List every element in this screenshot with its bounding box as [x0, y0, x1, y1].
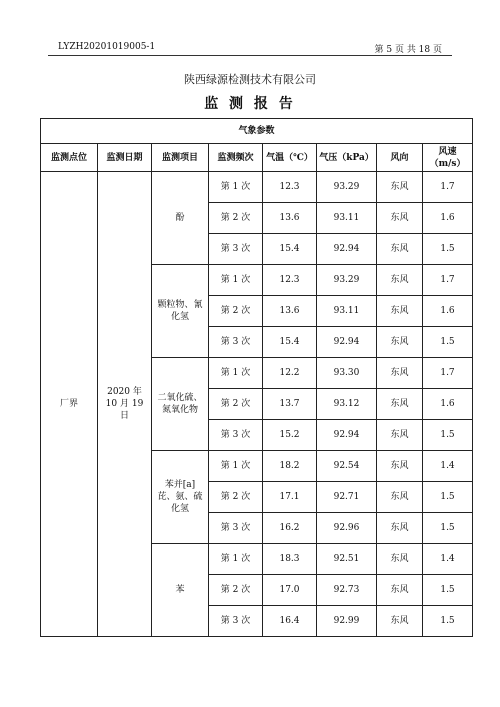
- frequency-cell: 第 2 次: [209, 296, 263, 327]
- report-number: LYZH20201019005-1: [58, 42, 156, 52]
- temperature-cell: 16.2: [263, 513, 317, 544]
- pressure-cell: 92.94: [317, 327, 377, 358]
- wind-speed-cell: 1.6: [423, 203, 473, 234]
- wind-speed-cell: 1.4: [423, 544, 473, 575]
- frequency-cell: 第 2 次: [209, 389, 263, 420]
- wind-direction-cell: 东风: [377, 172, 423, 203]
- column-header: 监测项目: [152, 144, 209, 172]
- wind-speed-cell: 1.5: [423, 327, 473, 358]
- wind-direction-cell: 东风: [377, 513, 423, 544]
- wind-speed-cell: 1.5: [423, 420, 473, 451]
- pressure-cell: 92.94: [317, 420, 377, 451]
- frequency-cell: 第 1 次: [209, 358, 263, 389]
- wind-direction-cell: 东风: [377, 544, 423, 575]
- temperature-cell: 17.0: [263, 575, 317, 606]
- wind-direction-cell: 东风: [377, 482, 423, 513]
- wind-speed-cell: 1.4: [423, 451, 473, 482]
- pressure-cell: 93.11: [317, 296, 377, 327]
- frequency-cell: 第 1 次: [209, 451, 263, 482]
- wind-speed-cell: 1.7: [423, 172, 473, 203]
- frequency-cell: 第 1 次: [209, 544, 263, 575]
- wind-direction-cell: 东风: [377, 327, 423, 358]
- column-header: 风速（m/s）: [423, 144, 473, 172]
- frequency-cell: 第 3 次: [209, 234, 263, 265]
- frequency-cell: 第 3 次: [209, 420, 263, 451]
- pressure-cell: 92.99: [317, 606, 377, 637]
- temperature-cell: 13.7: [263, 389, 317, 420]
- pressure-cell: 92.71: [317, 482, 377, 513]
- temperature-cell: 13.6: [263, 203, 317, 234]
- wind-speed-cell: 1.5: [423, 513, 473, 544]
- temperature-cell: 15.4: [263, 234, 317, 265]
- temperature-cell: 16.4: [263, 606, 317, 637]
- frequency-cell: 第 2 次: [209, 203, 263, 234]
- temperature-cell: 15.4: [263, 327, 317, 358]
- wind-speed-cell: 1.7: [423, 358, 473, 389]
- item-cell: 酚: [152, 172, 209, 265]
- frequency-cell: 第 2 次: [209, 482, 263, 513]
- item-cell: 二氧化硫、氮氧化物: [152, 358, 209, 451]
- pressure-cell: 92.96: [317, 513, 377, 544]
- temperature-cell: 18.3: [263, 544, 317, 575]
- pressure-cell: 92.54: [317, 451, 377, 482]
- wind-direction-cell: 东风: [377, 389, 423, 420]
- column-header: 监测频次: [209, 144, 263, 172]
- frequency-cell: 第 1 次: [209, 172, 263, 203]
- frequency-cell: 第 1 次: [209, 265, 263, 296]
- wind-direction-cell: 东风: [377, 606, 423, 637]
- temperature-cell: 13.6: [263, 296, 317, 327]
- wind-direction-cell: 东风: [377, 575, 423, 606]
- wind-speed-cell: 1.5: [423, 482, 473, 513]
- weather-parameters-table: [40, 118, 473, 637]
- wind-direction-cell: 东风: [377, 265, 423, 296]
- temperature-cell: 18.2: [263, 451, 317, 482]
- table-row: [41, 172, 473, 203]
- wind-direction-cell: 东风: [377, 451, 423, 482]
- pressure-cell: 92.73: [317, 575, 377, 606]
- pressure-cell: 92.94: [317, 234, 377, 265]
- date-cell: 2020 年 10 月 19 日: [98, 172, 152, 637]
- item-cell: 苯: [152, 544, 209, 637]
- column-header: 监测日期: [98, 144, 152, 172]
- frequency-cell: 第 3 次: [209, 327, 263, 358]
- page-indicator: 第 5 页 共 18 页: [374, 45, 442, 55]
- temperature-cell: 12.3: [263, 172, 317, 203]
- wind-speed-cell: 1.6: [423, 389, 473, 420]
- temperature-cell: 12.3: [263, 265, 317, 296]
- column-header: 风向: [377, 144, 423, 172]
- section-title: 气象参数: [41, 119, 473, 144]
- item-cell: 颗粒物、氰化氢: [152, 265, 209, 358]
- wind-direction-cell: 东风: [377, 420, 423, 451]
- column-header: 监测点位: [41, 144, 98, 172]
- frequency-cell: 第 2 次: [209, 575, 263, 606]
- pressure-cell: 92.51: [317, 544, 377, 575]
- temperature-cell: 17.1: [263, 482, 317, 513]
- header-divider: [48, 55, 452, 56]
- company-name: 陕西绿源检测技术有限公司: [184, 73, 316, 86]
- page-title: 监 测 报 告: [204, 96, 296, 112]
- temperature-cell: 15.2: [263, 420, 317, 451]
- pressure-cell: 93.11: [317, 203, 377, 234]
- wind-speed-cell: 1.6: [423, 296, 473, 327]
- column-header-row: [41, 144, 473, 172]
- wind-direction-cell: 东风: [377, 203, 423, 234]
- frequency-cell: 第 3 次: [209, 513, 263, 544]
- location-cell: 厂界: [41, 172, 98, 637]
- pressure-cell: 93.29: [317, 265, 377, 296]
- pressure-cell: 93.29: [317, 172, 377, 203]
- wind-speed-cell: 1.5: [423, 606, 473, 637]
- column-header: 气温（℃）: [263, 144, 317, 172]
- temperature-cell: 12.2: [263, 358, 317, 389]
- wind-speed-cell: 1.5: [423, 575, 473, 606]
- wind-direction-cell: 东风: [377, 296, 423, 327]
- pressure-cell: 93.30: [317, 358, 377, 389]
- item-cell: 苯并[a]芘、氨、硫化氢: [152, 451, 209, 544]
- wind-speed-cell: 1.5: [423, 234, 473, 265]
- frequency-cell: 第 3 次: [209, 606, 263, 637]
- pressure-cell: 93.12: [317, 389, 377, 420]
- column-header: 气压（kPa）: [317, 144, 377, 172]
- wind-direction-cell: 东风: [377, 358, 423, 389]
- wind-direction-cell: 东风: [377, 234, 423, 265]
- wind-speed-cell: 1.7: [423, 265, 473, 296]
- table-body: [41, 172, 473, 637]
